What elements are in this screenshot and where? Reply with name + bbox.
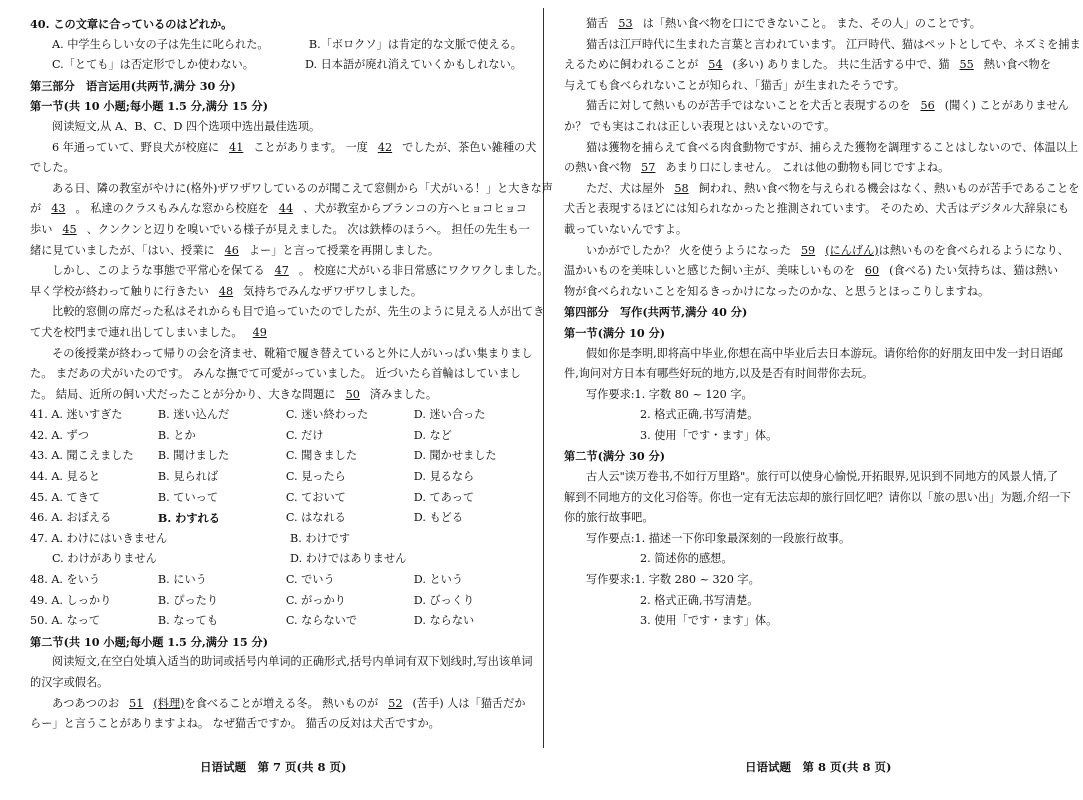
passage-line: えるために飼われることが 54 (多い) ありました。 共に生活する中で、猫 55 熱い食べ物を xyxy=(564,55,1063,76)
passage-line: が 43 。 私達のクラスもみんな窓から校庭を 44 、犬が教室からブランコの方へヒョコヒョコ xyxy=(30,199,522,220)
choice-row-43: 43. A. 聞こえました B. 聞けました C. 聞きました D. 聞かせました xyxy=(30,449,497,463)
passage-line: しかし、このような事態で平常心を保てる 47 。 校庭に犬がいる非日常感にワクワクしました。 xyxy=(30,261,522,282)
passage-line: か？ でも実はこれは正しい表現とはいえないのです。 xyxy=(564,119,836,133)
choice-row-44: 44. A. 見ると B. 見られば C. 見ったら D. 見るなら xyxy=(30,470,475,484)
writing1-prompt: 件,询问对方日本有哪些好玩的地方,以及是否有时间带你去玩。 xyxy=(564,367,874,381)
blank-57: 57 xyxy=(641,161,656,175)
part3-title: 第三部分 语言运用(共两节,满分 30 分) xyxy=(30,78,236,93)
passage-line: いかがでしたか？ 火を使うようになった 59 (にんげん)は熱いものを食べられるようになり、 xyxy=(564,241,1063,262)
passage-line: 歩い 45 、クンクンと辺りを嗅いでいる様子が見えました。 次は鉄棒のほうへ。 担任の先生も一 xyxy=(30,220,522,241)
page-divider xyxy=(543,8,544,748)
writing1-prompt: 假如你是李明,即将高中毕业,你想在高中毕业后去日本游玩。请你给你的好朋友田中发一封日语邮 xyxy=(586,346,1063,360)
passage-line: 猫舌 53 は「熱い食べ物を口にできないこと。 また、その人」のことです。 xyxy=(564,14,1063,35)
passage-line: て犬を校門まで連れ出してしまいました。 49 xyxy=(30,323,522,344)
choice-row-47b: C. わけがありません D. わけではありません xyxy=(52,552,407,566)
blank-55: 55 xyxy=(959,58,974,72)
blank-49: 49 xyxy=(252,325,267,339)
blank-45: 45 xyxy=(62,222,77,236)
blank-58: 58 xyxy=(674,181,689,195)
passage-line: 猫舌に対して熱いものが苦手ではないことを犬舌と表現するのを 56 (聞く) ことがありません xyxy=(564,96,1063,117)
page-footer-7: 日语试题 第 7 页(共 8 页) xyxy=(200,760,347,774)
passage-line: 猫は獲物を捕らえて食べる肉食動物ですが、捕らえた獲物を調理することはしないので、体温以上 xyxy=(586,140,1079,154)
blank-53: 53 xyxy=(618,17,633,30)
writing1-requirement: 2. 格式正确,书写清楚。 xyxy=(640,408,759,422)
writing2-points: 2. 简述你的感想。 xyxy=(640,552,733,566)
blank-46: 46 xyxy=(224,243,239,257)
choice-row-48: 48. A. をいう B. にいう C. でいう D. という xyxy=(30,573,464,587)
writing2-prompt: 解到不同地方的文化习俗等。你也一定有无法忘却的旅行回忆吧？请你以「旅の思い出」为题,介绍一下 xyxy=(564,490,1071,504)
choice-row-45: 45. A. てきて B. ていって C. ておいて D. てあって xyxy=(30,490,475,504)
passage-line: 載っていないんですよ。 xyxy=(564,222,688,236)
blank-51: 51 xyxy=(129,696,144,710)
passage-line: 温かいものを美味しいと感じた飼い主が、美味しいものを 60 (食べる) たい気持ちは、猫は熱い xyxy=(564,261,1063,282)
part4-title: 第四部分 写作(共两节,满分 40 分) xyxy=(564,305,748,320)
writing2-prompt: 你的旅行故事吧。 xyxy=(564,511,654,525)
page-footer-8: 日语试题 第 8 页(共 8 页) xyxy=(745,760,892,774)
writing1-title: 第一节(满分 10 分) xyxy=(564,325,666,340)
passage-line: 比較的窓側の席だった私はそれからも目で追っていたのでしたが、先生のように見える人が出てき xyxy=(52,305,545,319)
blank-43: 43 xyxy=(51,202,66,216)
passage-line: 物が食べられないことを知るきっかけになったのかな、と思うとほっこりしますね。 xyxy=(564,284,990,298)
question-40-options-row2 xyxy=(30,55,522,76)
option: B.「ボロクソ」は肯定的な文脈で使える。 xyxy=(308,37,522,51)
option: A. 中学生らしい女の子は先生に叱られた。 xyxy=(52,37,269,51)
blank-56: 56 xyxy=(920,99,935,113)
blank-42: 42 xyxy=(377,140,393,154)
blank-50: 50 xyxy=(345,387,360,401)
blank-60: 60 xyxy=(864,264,880,278)
passage-line: でした。 xyxy=(30,161,75,175)
passage-line: らー」と言うことがありますよね。 なぜ猫舌ですか。 猫舌の反対は犬舌ですか。 xyxy=(30,717,440,731)
passage-line: 早く学校が終わって触りに行きたい 48 気持ちでみんなザワザワしました。 xyxy=(30,282,522,303)
writing1-requirement: 3. 使用「です・ます」体。 xyxy=(640,428,778,442)
blank-52: 52 xyxy=(388,696,403,710)
section1-instruction: 阅读短文,从 A、B、C、D 四个选项中选出最佳选项。 xyxy=(52,119,321,133)
choice-row-46: 46. A. おぼえる B. わすれる C. はなれる D. もどる xyxy=(30,511,464,526)
passage-line: た。 結局、近所の飼い犬だったことが分かり、大きな問題に 50 済みました。 xyxy=(30,385,522,406)
choice-row-50: 50. A. なって B. なっても C. ならないで D. ならない xyxy=(30,614,475,628)
passage-line: あつあつのお 51 (料理)を食べることが増える冬。 熱いものが 52 (苦手) 人は「猫舌だか xyxy=(30,694,522,715)
writing2-prompt: 古人云"读万卷书,不如行万里路"。旅行可以使身心愉悦,开拓眼界,见识到不同地方的风景人情,了 xyxy=(586,470,1059,484)
writing2-requirement: 3. 使用「です・ます」体。 xyxy=(640,614,778,628)
section1-title: 第一节(共 10 小题;每小题 1.5 分,满分 15 分) xyxy=(30,99,269,114)
section2-instruction: 的汉字或假名。 xyxy=(30,676,109,689)
passage-line: 犬舌と表現するほどには知られなかったと推測されています。 そのため、犬舌はデジタル大辞泉にも xyxy=(564,202,1069,216)
section2-title: 第二节(共 10 小题;每小题 1.5 分,满分 15 分) xyxy=(30,634,269,649)
writing2-requirement: 写作要求:1. 字数 280 ~ 320 字。 xyxy=(586,573,760,587)
section2-instruction: 阅读短文,在空白处填入适当的助词或括号内单词的正确形式,括号内单词有双下划线时,写出该单词 xyxy=(52,655,533,669)
page-8 xyxy=(546,0,1083,800)
writing2-requirement: 2. 格式正确,书写清楚。 xyxy=(640,593,759,607)
writing1-requirement: 写作要求:1. 字数 80 ~ 120 字。 xyxy=(586,387,753,401)
question-40-options-row1 xyxy=(30,35,522,56)
blank-48: 48 xyxy=(218,284,234,298)
option: D. 日本語が廃れ消えていくかもしれない。 xyxy=(304,58,522,72)
blank-44: 44 xyxy=(278,202,294,216)
passage-line: 猫舌は江戸時代に生まれた言葉と言われています。 江戸時代、猫はペットとしてや、ネズミを捕ま xyxy=(586,37,1081,51)
passage-line: 与えても食べられないことが知られ、「猫舌」が生まれたそうです。 xyxy=(564,78,905,92)
passage-line: ただ、犬は屋外 58 飼われ、熱い食べ物を与えられる機会はなく、熱いものが苦手であることを xyxy=(564,179,1063,200)
question-40: 40. この文章に合っているのはどれか。 xyxy=(30,17,233,31)
blank-47: 47 xyxy=(274,264,289,278)
choice-row-41: 41. A. 迷いすぎた B. 迷い込んだ C. 迷い終わった D. 迷い合った xyxy=(30,408,486,422)
blank-54: 54 xyxy=(708,58,723,72)
blank-41: 41 xyxy=(229,140,244,154)
passage-line: 6 年通っていて、野良犬が校庭に 41 ことがあります。 一度 42 でしたが、茶色い雑種の犬 xyxy=(30,138,522,159)
writing2-title: 第二节(满分 30 分) xyxy=(564,449,666,464)
choice-row-42: 42. A. ずつ B. とか C. だけ D. など xyxy=(30,428,452,442)
passage-line: の熱い食べ物 57 あまり口にしません。 これは他の動物も同じですよね。 xyxy=(564,158,1063,179)
choice-row-47a: 47. A. わけにはいきません B. わけです xyxy=(30,531,351,545)
passage-line: た。 まだあの犬がいたのです。 みんな撫でて可愛がっていました。 近づいたら首輪はしていまし xyxy=(30,367,521,381)
passage-line: ある日、隣の教室がやけに(格外)ザワザワしているのが聞こえて窓側から「犬がいる！」と大きな声 xyxy=(52,181,553,195)
option: C.「とても」は否定形でしか使わない。 xyxy=(52,58,254,72)
passage-line: その後授業が終わって帰りの会を済ませ、靴箱で履き替えていると外に人がいっぱい集まりまし xyxy=(52,346,533,360)
passage-line: 緒に見ていましたが、「はい、授業に 46 よー」と言って授業を再開しました。 xyxy=(30,241,522,262)
writing2-points: 写作要点:1. 描述一下你印象最深刻的一段旅行故事。 xyxy=(586,531,851,545)
choice-row-49: 49. A. しっかり B. ぴったり C. がっかり D. びっくり xyxy=(30,593,475,607)
blank-59: 59 xyxy=(800,243,816,257)
